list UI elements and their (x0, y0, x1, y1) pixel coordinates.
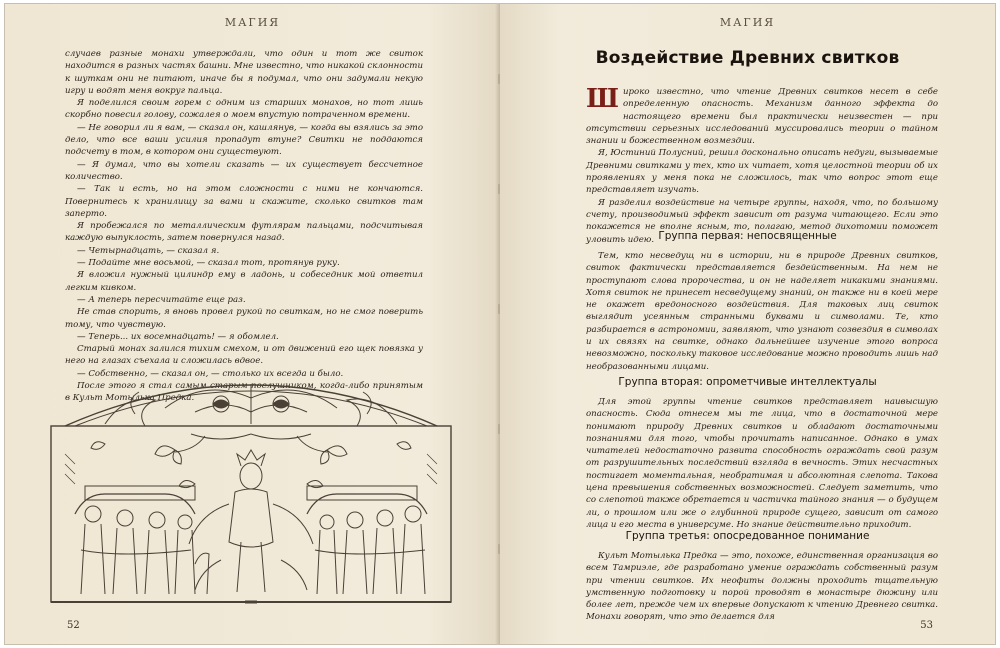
left-paragraph: — Я думал, что вы хотели сказать — их существует бессчетное количество. (65, 159, 423, 182)
running-head-left: МАГИЯ (224, 16, 281, 29)
left-paragraph: Я поделился своим горем с одним из старших монахов, но тот лишь скорбно повесил голову, сожалея о моем впустую потраченном времени. (65, 98, 423, 121)
ancestor-moth-engraving-icon (45, 364, 457, 614)
left-paragraph: Я пробежался по металлическим футлярам пальцами, подсчитывая каждую выпуклость, затем повернулся назад. (65, 221, 423, 244)
chapter-title: Воздействие Древних свитков (595, 48, 900, 68)
left-paragraph: случаев разные монахи утверждали, что один и тот же свиток находится в разных частях башни. Мне известно, что никакой склонности к шуткам они не питают, иначе бы я подумал, что они задумали некую игру и водят меня вокруг пальца. (65, 49, 423, 96)
intro-paragraph: Я, Юстиний Полусний, решил досконально описать недуги, вызываемые Древними свитками у тех, кто их читает, хотя целостной теории об их проявлениях у меня пока не сложилось, так что вопрос этот еще представляет изучать. (586, 148, 938, 196)
drop-cap: Ш (586, 84, 619, 114)
left-paragraph: — Собственно, — сказал он, — столько их всегда и было. (77, 368, 344, 379)
section-paragraph: Для этой группы чтение свитков представляет наивысшую опасность. Сюда отнесем мы те лица, что в достаточной мере понимают природу Древних свитков и обладают достаточными познаниями для того, чтобы прочитать написанное. Однако в умах читателей недостаточно развита способность ограждать свой разум от разрушительных последствий взгляда в вечность. Этих несчастных постигает моментальная, необратимая и абсолютная слепота. Такова цена превышения собственных возможностей. Следует заметить, что со слепотой также обретается и частичка тайного знания — о будущем ли, о прошлом или же о глубинной природе сущего, зависит от самого лица и его места в универсуме. Но знание действительно приходит. (586, 397, 938, 530)
left-paragraph: Старый монах залился тихим смехом, и от движений его щек повязка у него на глазах съехала и сложилась вдвое. (65, 344, 423, 367)
running-head-right: МАГИЯ (719, 16, 776, 29)
left-paragraph: — А теперь пересчитайте еще раз. (77, 294, 246, 305)
section-text-group-2 (586, 396, 938, 531)
left-paragraph: — Четырнадцать, — сказал я. (77, 245, 220, 256)
section-text-group-3 (586, 550, 938, 624)
intro-text (586, 86, 938, 246)
left-paragraph: Не став спорить, я вновь провел рукой по свиткам, но не смог поверить тому, что чувствую. (65, 307, 423, 330)
page-number-left: 52 (67, 620, 80, 631)
section-heading-group-3: Группа третья: опосредованное понимание (625, 530, 870, 542)
intro-paragraph: Я разделил воздействие на четыре группы, находя, что, по большому счету, производимый эффект зависит от разума читающего. Если это покажется не вполне ясным, то, полагаю, метод дихотомии поможет уловить идею. (586, 197, 938, 245)
open-book-spread (4, 3, 996, 645)
left-paragraph: — Так и есть, но на этом сложности с ними не кончаются. Повернитесь к хранилищу за вами и скажите, сколько свитков там заперто. (65, 184, 423, 219)
intro-first-paragraph-text: ироко известно, что чтение Древних свитков несет в себе определенную опасность. Механизм данного эффекта до настоящего времени был практически неизвестен — при отсутствии серьезных исследований муссировались теории о тайном знании и божественном возмездии. (586, 87, 938, 147)
left-paragraph: После этого я стал самым старым послушником, когда-либо принятым в Культ Мотылька Предка. (65, 381, 423, 404)
page-number-right: 53 (920, 620, 933, 631)
section-heading-group-2: Группа вторая: опрометчивые интеллектуалы (618, 376, 877, 388)
left-paragraph: Я вложил нужный цилиндр ему в ладонь, и собеседник мой ответил легким кивком. (65, 270, 423, 293)
left-paragraph: — Теперь... их восемнадцать! — я обомлел. (77, 331, 279, 342)
left-page (5, 4, 500, 644)
intro-first-paragraph (586, 86, 938, 147)
section-paragraph: Тем, кто несведущ ни в истории, ни в природе Древних свитков, свиток фактически представляется бездейственным. На нем не проступают слова пророчества, и он не наделяет никакими знаниями. Хотя свиток не принесет несведущему знаний, он также ни в коей мере не окажет вредоносного воздействия. Для таковых лиц свиток выглядит усеянным странными буквами и символами. Те, кто разбирается в астрономии, заявляют, что узнают созвездия в символах и их связях на свитке, однако дальнейшее изучение этого вопроса невозможно, поскольку таковое исследование можно проводить лишь над необразованными лицами. (586, 251, 938, 372)
left-paragraph: — Подайте мне восьмой, — сказал тот, протянув руку. (77, 258, 340, 269)
left-page-text (65, 48, 423, 405)
section-paragraph: Культ Мотылька Предка — это, похоже, единственная организация во всем Тамриэле, где разработано умение ограждать собственный разум при чтении свитков. Их неофиты должны проходить тщательную умственную подготовку и порой проводят в монастыре дюжину или более лет, прежде чем их впервые допускают к чтению Древнего свитка. Монахи говорят, что это делается для (586, 551, 938, 623)
section-text-group-1 (586, 250, 938, 373)
right-page (500, 4, 995, 644)
section-heading-group-1: Группа первая: непосвященные (658, 230, 837, 242)
left-paragraph: — Не говорил ли я вам, — сказал он, кашлянув, — когда вы взялись за это дело, что все ваши усилия пропадут втуне? Свитки не поддаются подсчету в том, в котором они существуют. (65, 122, 423, 158)
